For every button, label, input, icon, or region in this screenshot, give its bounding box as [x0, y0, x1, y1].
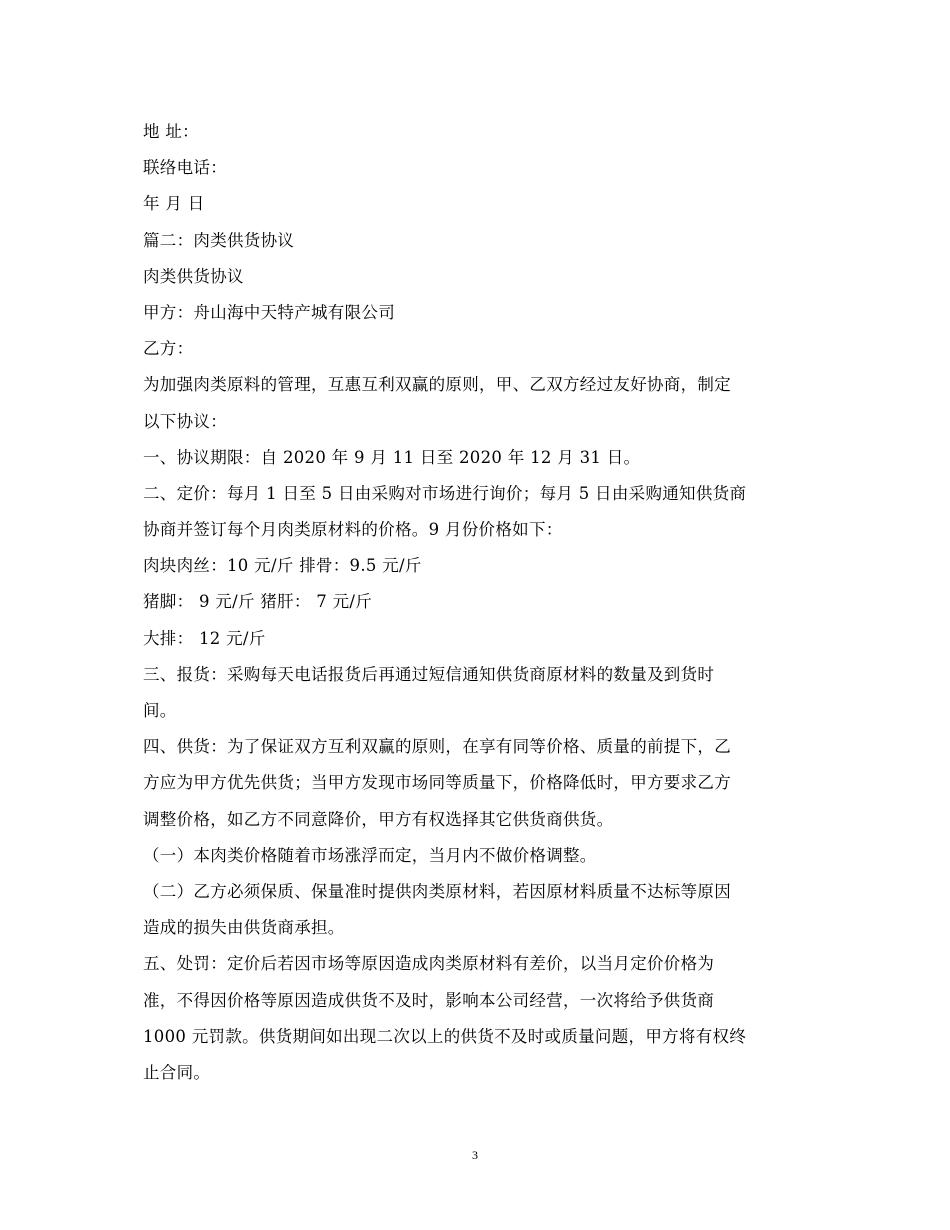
agreement-title: 肉类供货协议 — [143, 266, 244, 286]
party-b-line: 乙方： — [143, 339, 194, 359]
clause-1-term: 一、协议期限：自 2020 年 9 月 11 日至 2020 年 12 月 31 日。 — [143, 447, 641, 467]
price-item-line-2: 猪脚： 9 元/斤 猪肝： 7 元/斤 — [143, 592, 373, 612]
price-item-line-1: 肉块肉丝：10 元/斤 排骨：9.5 元/斤 — [143, 556, 422, 576]
sub-clause-1: （一）本肉类价格随着市场涨浮而定，当月内不做价格调整。 — [143, 845, 597, 865]
party-a-line: 甲方：舟山海中天特产城有限公司 — [143, 302, 395, 322]
intro-line-1: 为加强肉类原料的管理，互惠互利双赢的原则，甲、乙双方经过友好协商，制定 — [143, 375, 731, 395]
date-line: 年 月 日 — [143, 194, 205, 214]
page-number: 3 — [472, 1148, 478, 1162]
clause-4-supply-line-2: 方应为甲方优先供货；当甲方发现市场同等质量下，价格降低时，甲方要求乙方 — [143, 773, 731, 793]
clause-2-pricing-line-2: 协商并签订每个月肉类原材料的价格。9 月份价格如下： — [143, 520, 563, 540]
sub-clause-2-line-1: （二）乙方必须保质、保量准时提供肉类原材料，若因原材料质量不达标等原因 — [143, 881, 731, 901]
document-body — [143, 114, 813, 1091]
clause-5-penalty-line-4: 止合同。 — [143, 1062, 211, 1082]
clause-4-supply-line-1: 四、供货：为了保证双方互利双赢的原则，在享有同等价格、质量的前提下，乙 — [143, 737, 731, 757]
sub-clause-2-line-2: 造成的损失由供货商承担。 — [143, 918, 345, 938]
address-line: 地 址： — [143, 122, 199, 141]
clause-5-penalty-line-1: 五、处罚：定价后若因市场等原因造成肉类原材料有差价，以当月定价价格为 — [143, 954, 715, 974]
intro-line-2: 以下协议： — [143, 411, 227, 431]
chapter-title: 篇二：肉类供货协议 — [143, 230, 295, 250]
phone-line: 联络电话： — [143, 158, 227, 178]
clause-4-supply-line-3: 调整价格，如乙方不同意降价，甲方有权选择其它供货商供货。 — [143, 809, 614, 829]
clause-3-ordering-line-1: 三、报货：采购每天电话报货后再通过短信通知供货商原材料的数量及到货时 — [143, 664, 715, 684]
price-item-line-3: 大排： 12 元/斤 — [143, 628, 266, 648]
clause-3-ordering-line-2: 间。 — [143, 701, 177, 720]
clause-5-penalty-line-3: 1000 元罚款。供货期间如出现二次以上的供货不及时或质量问题，甲方将有权终 — [143, 1026, 747, 1046]
clause-5-penalty-line-2: 准，不得因价格等原因造成供货不及时，影响本公司经营，一次将给予供货商 — [143, 990, 715, 1010]
clause-2-pricing-line-1: 二、定价：每月 1 日至 5 日由采购对市场进行询价；每月 5 日由采购通知供货商 — [143, 483, 747, 503]
